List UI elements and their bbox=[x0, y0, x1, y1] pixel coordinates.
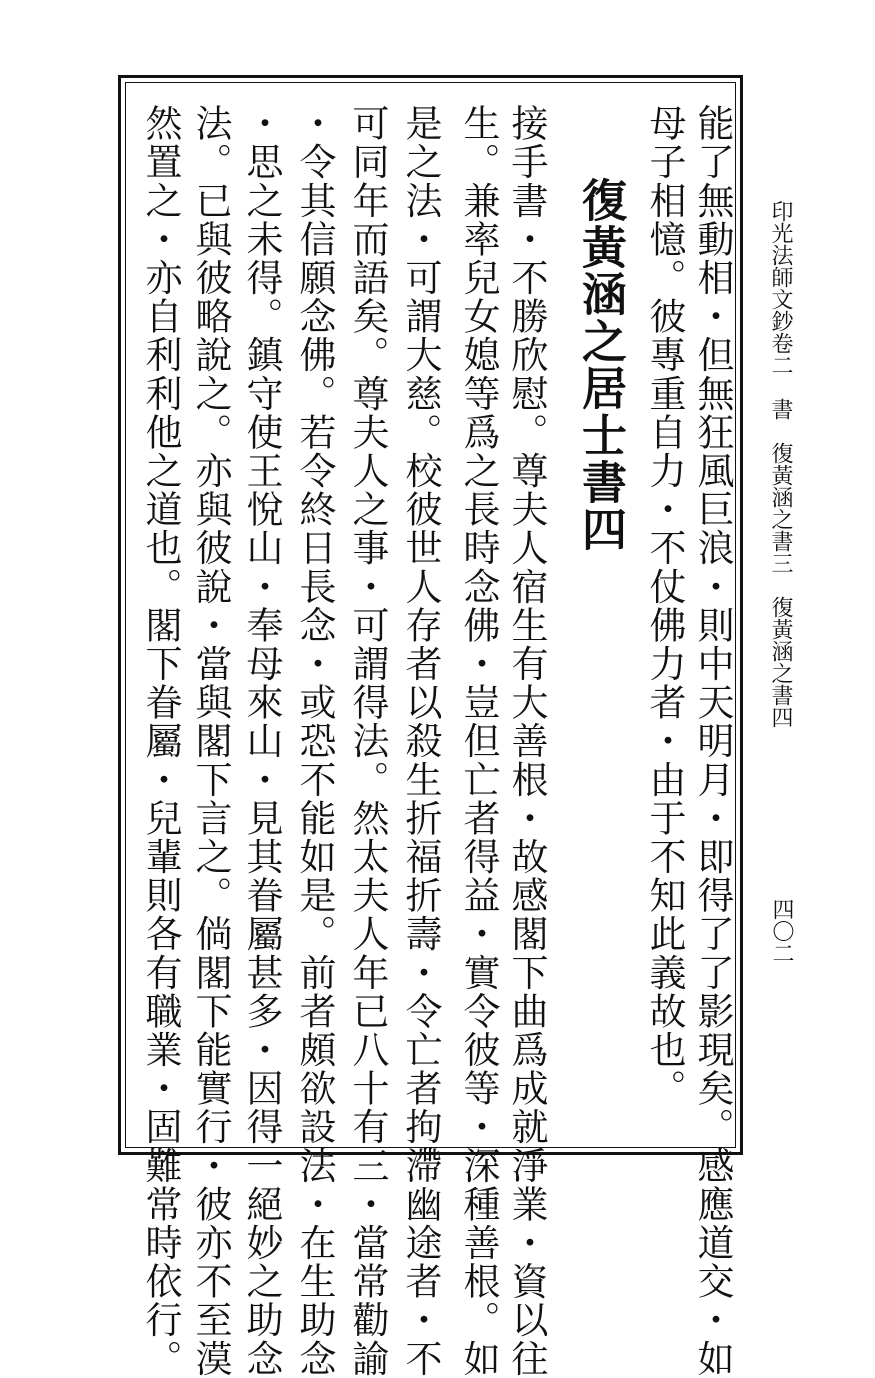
text-column-prev-1: 能了無動相・但無狂風巨浪・則中天明月・即得了了影現矣。感應道交・如 bbox=[691, 104, 734, 1378]
text-column-4: 可同年而語矣。尊夫人之事・可謂得法。然太夫人年已八十有三・當常勸諭 bbox=[346, 104, 389, 1378]
text-column-8: 然置之・亦自利利他之道也。閣下眷屬・兒輩則各有職業・固難常時依行。 bbox=[139, 104, 182, 1378]
text-column-3: 是之法・可謂大慈。校彼世人存者以殺生折福折壽・令亡者拘滯幽途者・不 bbox=[399, 104, 442, 1378]
text-column-2: 生。兼率兒女媳等爲之長時念佛・豈但亡者得益・實令彼等・深種善根。如 bbox=[457, 104, 500, 1378]
header-book-title: 印光法師文鈔卷二 bbox=[768, 200, 793, 376]
header-this-letter: 復黃涵之書四 bbox=[768, 596, 793, 728]
text-column-prev-2: 母子相憶。彼專重自力・不仗佛力者・由于不知此義故也。 bbox=[643, 104, 686, 1108]
text-column-7: 法。已與彼略說之。亦與彼說・當與閣下言之。倘閣下能實行・彼亦不至漠 bbox=[189, 104, 232, 1378]
header-prev-letter: 復黃涵之書三 bbox=[768, 442, 793, 574]
header-section: 書 bbox=[768, 398, 793, 420]
page-number: 四〇二 bbox=[769, 898, 794, 964]
letter-title: 復黃涵之居士書四 bbox=[574, 177, 627, 553]
text-column-6: ・思之未得。鎮守使王悅山・奉母來山・見其眷屬甚多・因得一絕妙之助念 bbox=[240, 104, 283, 1378]
text-column-5: ・令其信願念佛。若令終日長念・或恐不能如是。前者頗欲設法・在生助念 bbox=[293, 104, 336, 1378]
running-header bbox=[766, 200, 794, 728]
text-column-1: 接手書・不勝欣慰。尊夫人宿生有大善根・故感閣下曲爲成就淨業・資以往 bbox=[505, 104, 548, 1378]
